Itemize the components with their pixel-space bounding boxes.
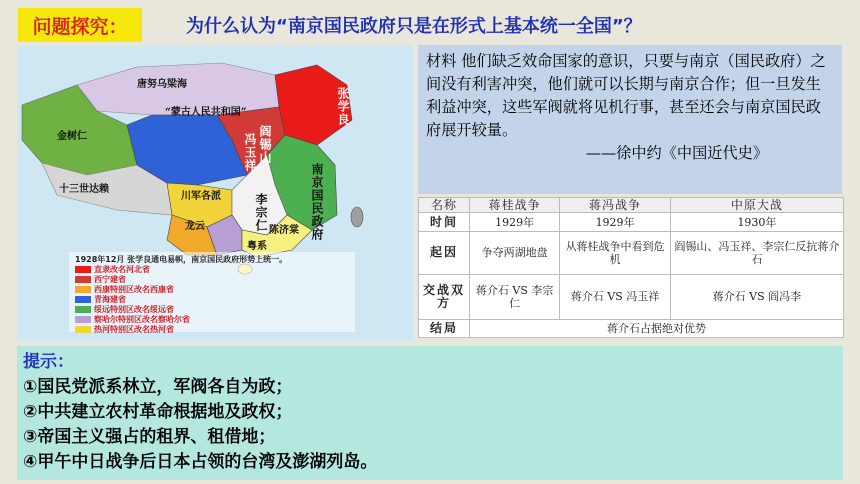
legend-swatch xyxy=(75,296,91,303)
table-cell: 1929年 xyxy=(560,213,671,231)
table-header: 蒋桂战争 xyxy=(470,198,560,213)
table-header: 蒋冯战争 xyxy=(560,198,671,213)
legend-label: 热河特别区改名热河省 xyxy=(94,325,174,334)
legend-title: 1928年12月 张学良通电易帜，南京国民政府形势上统一。 xyxy=(75,255,288,264)
table-cell: 蒋介石 VS 李宗仁 xyxy=(470,274,560,319)
hint-item: ②中共建立农村革命根据地及政权； xyxy=(23,402,293,422)
row-label: 交战双方 xyxy=(419,274,470,319)
hint-title: 提示： xyxy=(23,352,74,372)
label-yue: 粤系 xyxy=(247,241,267,252)
label-mongolia: “蒙古人民共和国” xyxy=(165,107,247,118)
row-label: 结局 xyxy=(419,319,470,337)
hint-item: ①国民党派系林立，军阀各自为政； xyxy=(23,377,293,397)
legend-item xyxy=(75,305,349,315)
legend-label: 绥远特别区改名绥远省 xyxy=(94,305,174,314)
table-header: 中原大战 xyxy=(670,198,843,213)
label-sichuan: 川军各派 xyxy=(181,191,221,202)
china-map-1928 xyxy=(17,45,413,341)
legend-swatch xyxy=(75,266,91,273)
table-header-row xyxy=(419,198,844,213)
legend-item xyxy=(75,275,349,285)
hint-item: ③帝国主义强占的租界、租借地； xyxy=(23,427,276,447)
legend-item xyxy=(75,315,349,325)
label-yan: 阎锡山 xyxy=(258,125,272,164)
table-row xyxy=(419,213,844,231)
table-cell: 蒋介石占据绝对优势 xyxy=(470,319,844,337)
label-nanjing: 南京国民政府 xyxy=(310,163,324,241)
label-feng: 冯玉祥 xyxy=(243,133,257,172)
label-tibet: 十三世达赖 xyxy=(59,184,109,195)
hint-box xyxy=(17,346,843,480)
legend-item xyxy=(75,295,349,305)
label-li: 李宗仁 xyxy=(254,193,268,232)
legend-label: 察哈尔特别区改名察哈尔省 xyxy=(94,315,190,324)
material-box xyxy=(418,45,842,194)
legend-swatch xyxy=(75,316,91,323)
table-cell: 争夺两湖地盘 xyxy=(470,231,560,274)
material-text: 材料 他们缺乏效命国家的意识，只要与南京（国民政府）之间没有利害冲突，他们就可以长期与南京合作；但一旦发生利益冲突，这些军阀就将见机行事，甚至还会与南京国民政府展开较量。 xyxy=(426,52,826,139)
table-cell: 蒋介石 VS 冯玉祥 xyxy=(560,274,671,319)
region-taiwan xyxy=(351,207,363,227)
legend-swatch xyxy=(75,306,91,313)
legend-label: 西宁建省 xyxy=(94,275,126,284)
legend-swatch xyxy=(75,286,91,293)
map-legend xyxy=(69,252,355,332)
legend-item xyxy=(75,285,349,295)
material-source: ——徐中约《中国近代史》 xyxy=(585,144,768,162)
legend-label: 西康特别区改名西康省 xyxy=(94,285,174,294)
question-title: 为什么认为“南京国民政府只是在形式上基本统一全国”？ xyxy=(186,16,642,37)
table-row xyxy=(419,231,844,274)
hint-item: ④甲午中日战争后日本占领的台湾及澎湖列岛。 xyxy=(23,452,378,472)
legend-swatch xyxy=(75,326,91,333)
legend-label: 青海建省 xyxy=(94,295,126,304)
legend-swatch xyxy=(75,276,91,283)
table-row xyxy=(419,319,844,337)
question-tag: 问题探究： xyxy=(18,8,142,42)
table-cell: 1929年 xyxy=(470,213,560,231)
table-header: 名称 xyxy=(419,198,470,213)
row-label: 起因 xyxy=(419,231,470,274)
warlord-wars-table xyxy=(418,197,844,338)
legend-label: 直隶改名河北省 xyxy=(94,265,150,274)
label-chen: 陈济棠 xyxy=(269,225,299,236)
label-long: 龙云 xyxy=(185,221,205,232)
label-zhang: 张学良 xyxy=(336,87,350,126)
table-cell: 蒋介石 VS 阎冯李 xyxy=(670,274,843,319)
table-cell: 阎锡山、冯玉祥、李宗仁反抗蒋介石 xyxy=(670,231,843,274)
row-label: 时间 xyxy=(419,213,470,231)
table-cell: 从蒋桂战争中看到危机 xyxy=(560,231,671,274)
table-cell: 1930年 xyxy=(670,213,843,231)
label-tannu: 唐努乌梁海 xyxy=(137,79,187,90)
legend-item xyxy=(75,265,349,275)
legend-item xyxy=(75,325,349,335)
table-row xyxy=(419,274,844,319)
label-xinjiang: 金树仁 xyxy=(57,131,87,142)
